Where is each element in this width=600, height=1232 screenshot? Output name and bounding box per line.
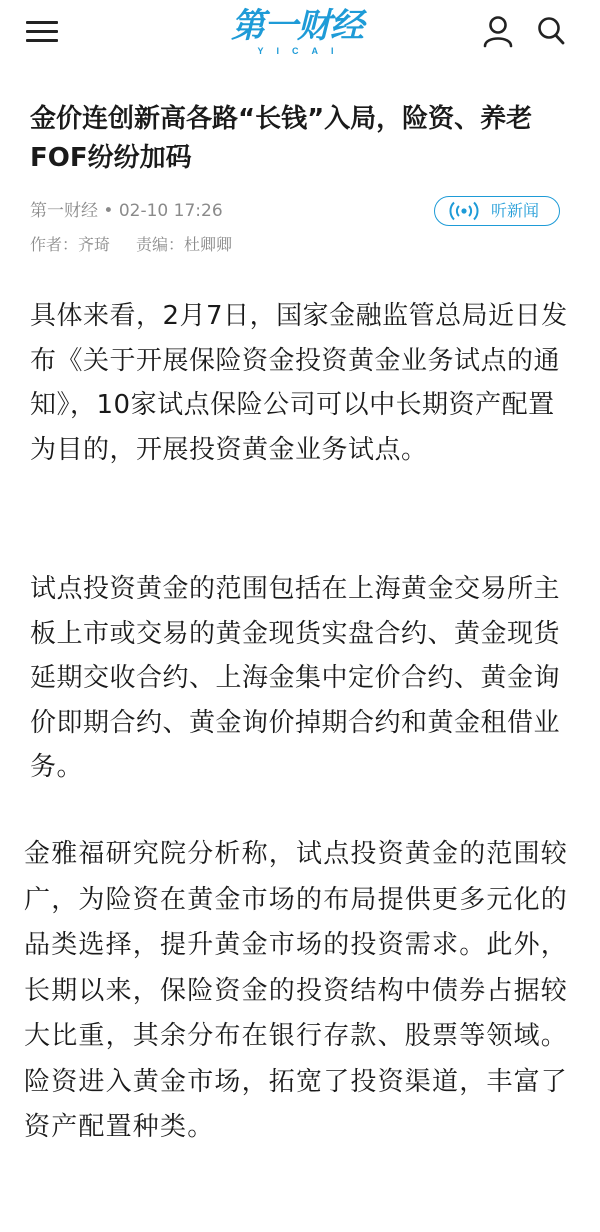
author-label: 作者： bbox=[30, 235, 79, 254]
article-paragraph: 具体来看，2月7日，国家金融监管总局近日发布《关于开展保险资金投资黄金业务试点的通知》，10家试点保险公司可以中长期资产配置为目的，开展投资黄金业务试点。 bbox=[30, 301, 568, 465]
article-datetime: 02-10 17:26 bbox=[118, 201, 223, 221]
author-line bbox=[30, 232, 232, 258]
author-name: 齐琦 bbox=[78, 235, 111, 254]
article-title: 金价连创新高各路“长钱”入局，险资、养老FOF纷纷加码 bbox=[30, 104, 533, 173]
article-meta bbox=[30, 198, 223, 224]
listen-news-button[interactable] bbox=[434, 196, 560, 226]
yicai-logo[interactable] bbox=[222, 6, 372, 62]
meta-separator: • bbox=[103, 201, 114, 221]
broadcast-wave-icon bbox=[447, 201, 481, 221]
logo-text: 第一财经 bbox=[231, 6, 363, 46]
user-icon[interactable] bbox=[482, 14, 514, 48]
listen-news-label: 听新闻 bbox=[491, 201, 540, 220]
top-header bbox=[0, 0, 600, 72]
hamburger-menu-icon[interactable] bbox=[26, 19, 58, 45]
editor-name: 杜卿卿 bbox=[184, 235, 233, 254]
logo-subtext: YICAI bbox=[257, 46, 347, 56]
search-icon[interactable] bbox=[536, 15, 566, 47]
article-paragraph: 金雅福研究院分析称，试点投资黄金的范围较广，为险资在黄金市场的布局提供更多元化的品类选择，提升黄金市场的投资需求。此外，长期以来，保险资金的投资结构中债券占据较大比重，其余分布在银行存款、股票等领域。险资进入黄金市场，拓宽了投资渠道，丰富了资产配置种类。 bbox=[24, 839, 569, 1142]
editor-label: 责编： bbox=[136, 235, 185, 254]
article-paragraph: 试点投资黄金的范围包括在上海黄金交易所主板上市或交易的黄金现货实盘合约、黄金现货延期交收合约、上海金集中定价合约、黄金询价即期合约、黄金询价掉期合约和黄金租借业务。 bbox=[30, 574, 561, 783]
article-source[interactable]: 第一财经 bbox=[30, 201, 98, 221]
